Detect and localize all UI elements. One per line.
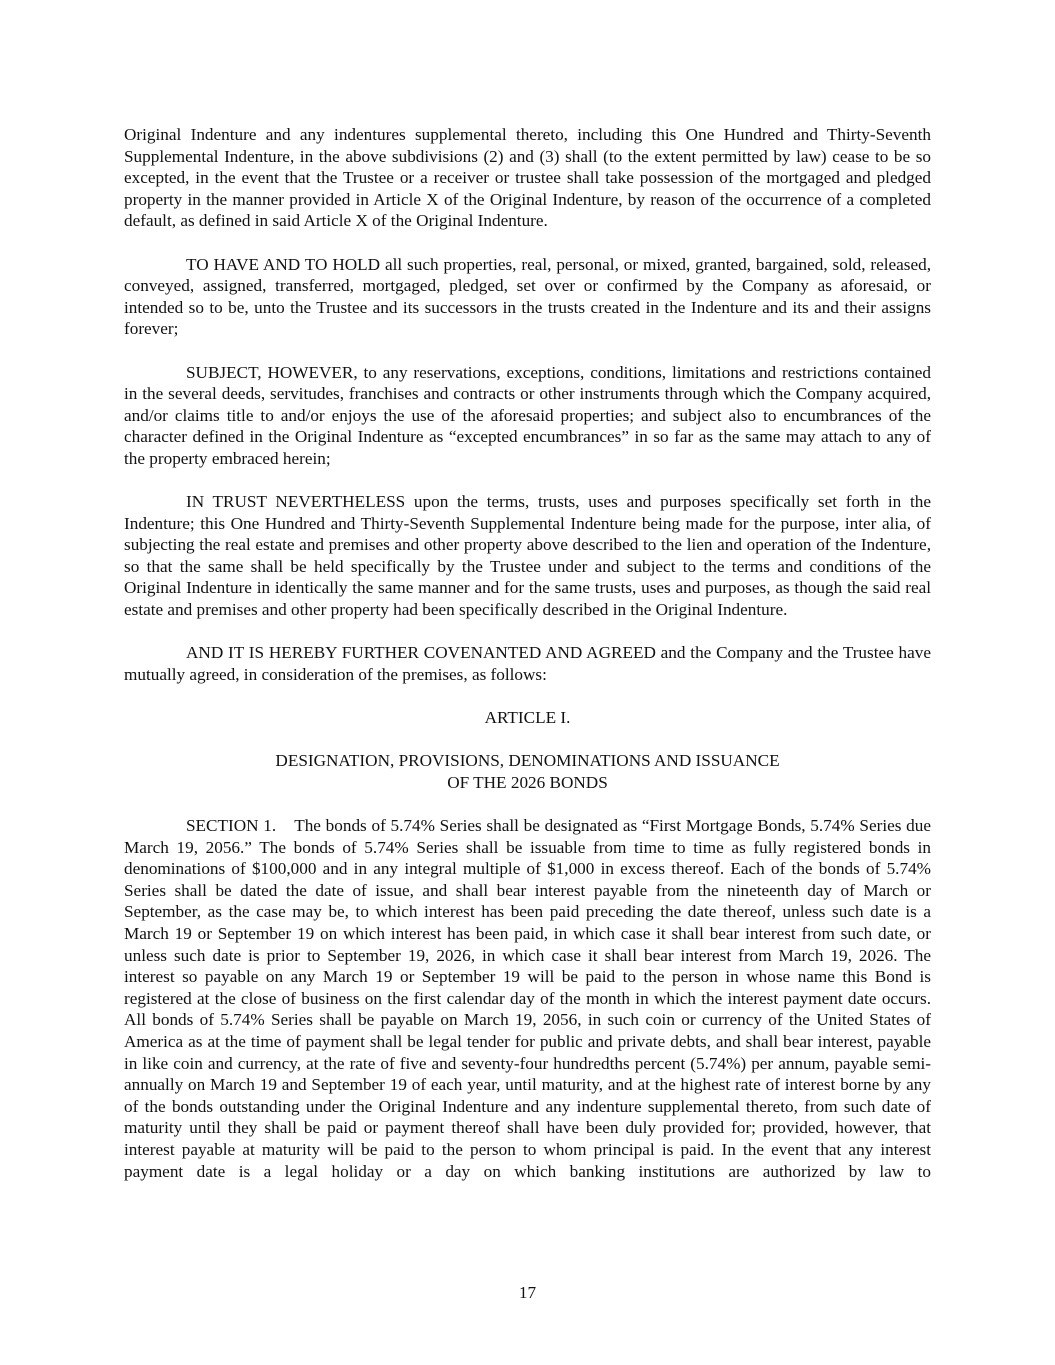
paragraph-covenant: AND IT IS HEREBY FURTHER COVENANTED AND AGREED and the Company and the Trustee have mutually agreed, in consideration of the premises, as follows: [124,643,931,684]
section-label: SECTION 1. [186,816,277,835]
article-title-line-1: DESIGNATION, PROVISIONS, DENOMINATIONS AND ISSUANCE [275,751,780,771]
page-number: 17 [518,1283,537,1302]
paragraph-continuation: Original Indenture and any indentures supplemental thereto, including this One Hundred and Thirty-Seventh Supplemental Indenture, in the above subdivisions (2) and (3) shall (to the extent permitted by law) cease to be so excepted, in the event that the Trustee or a receiver or trustee shall take possession of the mortgaged and pledged property in the manner provided in Article X of the Original Indenture, by reason of the occurrence of a completed default, as defined in said Article X of the Original Indenture. [124,125,931,231]
paragraph-habendum: TO HAVE AND TO HOLD all such properties, real, personal, or mixed, granted, bargained, sold, released, conveyed, assigned, transferred, mortgaged, pledged, set over or confirmed by the Company as aforesaid, or intended so to be, unto the Trustee and its successors in the trusts created in the Indenture and its and their assigns forever; [124,254,931,339]
section-text: The bonds of 5.74% Series shall be designated as “First Mortgage Bonds, 5.74% Series due March 19, 2056.” The bonds of 5.74% Series shall be issuable from time to time as fully registered bonds in denominations of $100,000 and in any integral multiple of $1,000 in excess thereof. Each of the bonds of 5.74% Series shall be dated the date of issue, and shall bear interest payable from the nineteenth day of March or September, as the case may be, to which interest has been paid preceding the date thereof, unless such date is a March 19 or September 19 on which interest has been paid, in which case it shall bear interest from such date, or unless such date is prior to September 19, 2026, in which case it shall bear interest from March 19, 2026. The interest so payable on any March 19 or September 19 will be paid to the person in whose name this Bond is registered at the close of business on the first calendar day of the month in which the interest payment date occurs. All bonds of 5.74% Series shall be payable on March 19, 2056, in such coin or currency of the United States of America as at the time of payment shall be legal tender for public and private debts, and shall bear interest, payable in like coin and currency, at the rate of five and seventy-four hundredths percent (5.74%) per annum, payable semi-annually on March 19 and September 19 of each year, until maturity, and at the highest rate of interest borne by any of the bonds outstanding under the Original Indenture and any indenture supplemental thereto, from such date of maturity until they shall be paid or payment thereof shall have been duly provided for; provided, however, that interest payable at maturity will be paid to the person to whom principal is paid. In the event that any interest payment date is a legal holiday or a day on which banking institutions are authorized by law to [124,816,931,1181]
section-1-paragraph [124,815,931,1182]
paragraph-subject-however: SUBJECT, HOWEVER, to any reservations, exceptions, conditions, limitations and restrictions contained in the several deeds, servitudes, franchises and contracts or other instruments through which the Company acquired, and/or claims title to and/or enjoys the use of the aforesaid properties; and subject also to encumbrances of the character defined in the Original Indenture as “excepted encumbrances” in so far as the same may attach to any of the property embraced herein; [124,362,931,468]
article-title [124,750,931,793]
document-page [124,124,931,1182]
paragraph-in-trust: IN TRUST NEVERTHELESS upon the terms, trusts, uses and purposes specifically set forth in the Indenture; this One Hundred and Thirty-Seventh Supplemental Indenture being made for the purpose, inter alia, of subjecting the real estate and premises and other property above described to the lien and operation of the Indenture, so that the same shall be held specifically by the Trustee under and subject to the terms and conditions of the Original Indenture in identically the same manner and for the same trusts, uses and purposes, as though the said real estate and premises and other property had been specifically described in the Original Indenture. [124,492,931,620]
article-heading [124,707,931,729]
article-title-line-2: OF THE 2026 BONDS [447,772,608,792]
article-number: ARTICLE I. [484,708,571,728]
